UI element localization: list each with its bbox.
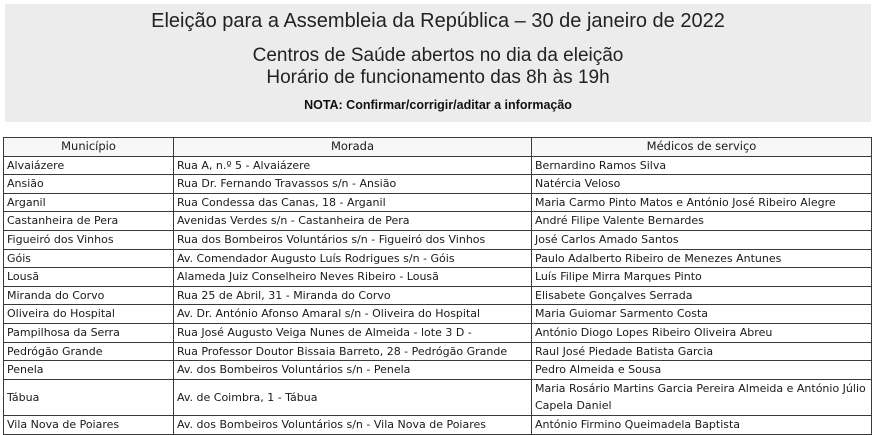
table-row xyxy=(4,193,872,212)
cell-medicos: Elisabete Gonçalves Serrada xyxy=(532,286,872,305)
cell-municipio: Pedrógão Grande xyxy=(4,342,174,361)
column-header-medicos: Médicos de serviço xyxy=(532,138,872,157)
cell-morada: Rua Dr. Fernando Travassos s/n - Ansião xyxy=(174,175,532,194)
cell-municipio: Pampilhosa da Serra xyxy=(4,323,174,342)
cell-municipio: Figueiró dos Vinhos xyxy=(4,230,174,249)
cell-medicos: Natércia Veloso xyxy=(532,175,872,194)
cell-medicos: Paulo Adalberto Ribeiro de Menezes Antunes xyxy=(532,249,872,268)
cell-medicos: Luís Filipe Mirra Marques Pinto xyxy=(532,268,872,287)
cell-morada: Rua A, n.º 5 - Alvaiázere xyxy=(174,156,532,175)
cell-medicos: José Carlos Amado Santos xyxy=(532,230,872,249)
cell-medicos: Maria Carmo Pinto Matos e António José Ribeiro Alegre xyxy=(532,193,872,212)
table-row xyxy=(4,286,872,305)
cell-morada: Rua dos Bombeiros Voluntários s/n - Figueiró dos Vinhos xyxy=(174,230,532,249)
table-row xyxy=(4,379,872,415)
note-text: NOTA: Confirmar/corrigir/aditar a informação xyxy=(304,98,572,112)
table-row xyxy=(4,361,872,380)
cell-municipio: Vila Nova de Poiares xyxy=(4,415,174,434)
cell-municipio: Arganil xyxy=(4,193,174,212)
cell-medicos: Pedro Almeida e Sousa xyxy=(532,361,872,380)
table-row xyxy=(4,175,872,194)
cell-morada: Rua José Augusto Veiga Nunes de Almeida - lote 3 D - xyxy=(174,323,532,342)
cell-municipio: Miranda do Corvo xyxy=(4,286,174,305)
column-header-municipio: Município xyxy=(4,138,174,157)
cell-medicos: António Diogo Lopes Ribeiro Oliveira Abreu xyxy=(532,323,872,342)
table-row xyxy=(4,212,872,231)
column-header-morada: Morada xyxy=(174,138,532,157)
table-row xyxy=(4,415,872,434)
table-header-row xyxy=(4,138,872,157)
cell-medicos: Bernardino Ramos Silva xyxy=(532,156,872,175)
table-row xyxy=(4,323,872,342)
cell-medicos: António Firmino Queimadela Baptista xyxy=(532,415,872,434)
cell-morada: Avenidas Verdes s/n - Castanheira de Pera xyxy=(174,212,532,231)
document-title: Eleição para a Assembleia da República – 30 de janeiro de 2022 xyxy=(151,10,725,32)
document-subtitle: Centros de Saúde abertos no dia da eleição xyxy=(252,45,624,66)
health-centers-table xyxy=(3,137,872,435)
table-row xyxy=(4,268,872,287)
cell-medicos: Maria Rosário Martins Garcia Pereira Almeida e António Júlio Capela Daniel xyxy=(532,379,872,415)
cell-municipio: Ansião xyxy=(4,175,174,194)
cell-municipio: Penela xyxy=(4,361,174,380)
document-header xyxy=(5,4,871,122)
cell-morada: Rua Professor Doutor Bissaia Barreto, 28 - Pedrógão Grande xyxy=(174,342,532,361)
cell-morada: Rua Condessa das Canas, 18 - Arganil xyxy=(174,193,532,212)
table-row xyxy=(4,230,872,249)
cell-morada: Av. de Coimbra, 1 - Tábua xyxy=(174,379,532,415)
cell-morada: Av. Dr. António Afonso Amaral s/n - Oliveira do Hospital xyxy=(174,305,532,324)
cell-morada: Av. Comendador Augusto Luís Rodrigues s/n - Góis xyxy=(174,249,532,268)
cell-morada: Rua 25 de Abril, 31 - Miranda do Corvo xyxy=(174,286,532,305)
cell-morada: Av. dos Bombeiros Voluntários s/n - Vila Nova de Poiares xyxy=(174,415,532,434)
cell-municipio: Oliveira do Hospital xyxy=(4,305,174,324)
cell-municipio: Lousã xyxy=(4,268,174,287)
cell-morada: Alameda Juiz Conselheiro Neves Ribeiro - Lousã xyxy=(174,268,532,287)
cell-municipio: Alvaiázere xyxy=(4,156,174,175)
cell-medicos: Raul José Piedade Batista Garcia xyxy=(532,342,872,361)
cell-municipio: Góis xyxy=(4,249,174,268)
table-row xyxy=(4,305,872,324)
cell-municipio: Tábua xyxy=(4,379,174,415)
cell-medicos: Maria Guiomar Sarmento Costa xyxy=(532,305,872,324)
table-row xyxy=(4,156,872,175)
cell-municipio: Castanheira de Pera xyxy=(4,212,174,231)
opening-hours: Horário de funcionamento das 8h às 19h xyxy=(266,67,610,88)
cell-morada: Av. dos Bombeiros Voluntários s/n - Penela xyxy=(174,361,532,380)
table-row xyxy=(4,342,872,361)
cell-medicos: André Filipe Valente Bernardes xyxy=(532,212,872,231)
table-row xyxy=(4,249,872,268)
